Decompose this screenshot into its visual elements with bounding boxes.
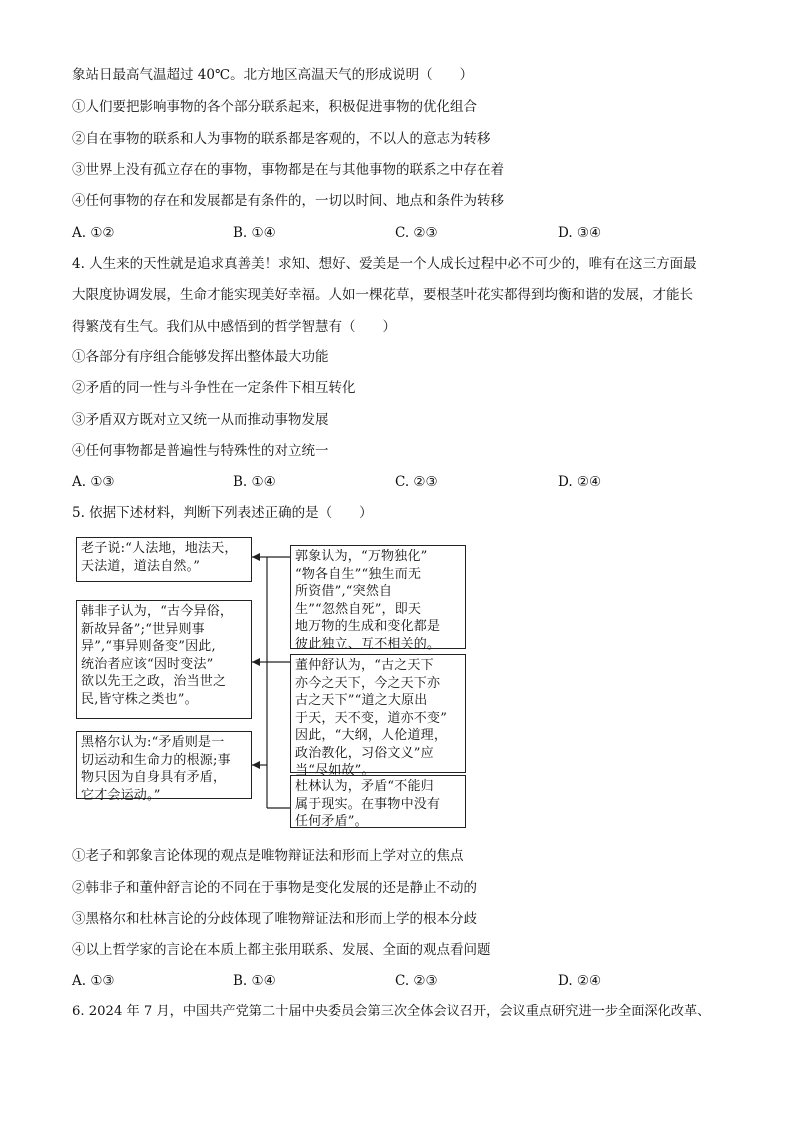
- q5-item-3: ③黑格尔和杜林言论的分歧体现了唯物辩证法和形而上学的根本分歧: [72, 911, 477, 927]
- dongzhongshu-quote-box: 董仲舒认为，“古之天下 亦今之天下，今之天下亦 古之天下”“道之大原出 于天，天不变，道亦不变” 因此，“大纲，人伦道理， 政治教化，习俗文义”应 当“尽如故”。: [290, 654, 466, 773]
- laozi-quote-box: 老子说:“人法地，地法天， 天法道，道法自然。”: [76, 537, 252, 582]
- q4-stem-line-2: 大限度协调发展，生命才能实现美好幸福。人如一棵花草，要根茎叶花实都得到均衡和谐的发展，才能长: [72, 287, 693, 303]
- q3-stem-tail: 象站日最高气温超过 40℃。北方地区高温天气的形成说明（ ）: [72, 67, 474, 83]
- q4-option-b: B. ①④: [233, 474, 276, 490]
- q5-option-a: A. ①③: [72, 973, 115, 989]
- q4-option-c: C. ②③: [395, 474, 438, 490]
- hanfeizi-quote-box: 韩非子认为，“古今异俗， 新故异备”;“世异则事 异”,“事异则备变”因此, 统治者应该“因时变法” 欲以先王之政，治当世之 民,皆守株之类也”。: [76, 600, 252, 719]
- q3-option-a: A. ①②: [72, 225, 115, 241]
- q5-option-d: D. ②④: [558, 973, 602, 989]
- q5-option-c: C. ②③: [395, 973, 438, 989]
- q3-option-c: C. ②③: [395, 225, 438, 241]
- hegel-quote-box: 黑格尔认为:“矛盾则是一 切运动和生命力的根源;事 物只因为自身具有矛盾， 它才会运动。”: [76, 731, 252, 799]
- dulin-quote-box: 杜林认为，矛盾“不能归 属于现实。在事物中没有 任何矛盾”。: [290, 775, 466, 828]
- q4-item-2: ②矛盾的同一性与斗争性在一定条件下相互转化: [72, 380, 356, 396]
- q5-item-4: ④以上哲学家的言论在本质上都主张用联系、发展、全面的观点看问题: [72, 942, 491, 958]
- arrow-hanfeizi: [252, 658, 260, 666]
- q4-option-a: A. ①③: [72, 474, 115, 490]
- q3-item-2: ②自在事物的联系和人为事物的联系都是客观的，不以人的意志为转移: [72, 131, 491, 147]
- q5-option-b: B. ①④: [233, 973, 276, 989]
- guoxiang-quote-box: 郭象认为，“万物独化” “物各自生”“独生而无 所资借”,“突然自 生”“忽然自死”，即天 地万物的生成和变化都是 彼此独立、互不相关的。: [290, 545, 466, 649]
- q4-stem-line-1: 4. 人生来的天性就是追求真善美！求知、想好、爱美是一个人成长过程中必不可少的，唯有在这三方面最: [72, 256, 697, 272]
- q5-options: [72, 972, 732, 990]
- q4-item-3: ③矛盾双方既对立又统一从而推动事物发展: [72, 412, 329, 428]
- q4-option-d: D. ②④: [558, 474, 602, 490]
- q5-item-2: ②韩非子和董仲舒言论的不同在于事物是变化发展的还是静止不动的: [72, 880, 477, 896]
- q4-item-4: ④任何事物都是普遍性与特殊性的对立统一: [72, 443, 329, 459]
- q4-stem-line-3: 得繁茂有生气。我们从中感悟到的哲学智慧有（ ）: [72, 319, 396, 335]
- q5-item-1: ①老子和郭象言论体现的观点是唯物辩证法和形而上学对立的焦点: [72, 848, 464, 864]
- q5-stem: 5. 依据下述材料，判断下列表述正确的是（ ）: [72, 505, 373, 521]
- arrow-laozi: [252, 553, 260, 561]
- q3-item-4: ④任何事物的存在和发展都是有条件的，一切以时间、地点和条件为转移: [72, 193, 504, 209]
- q6-stem: 6. 2024 年 7 月，中国共产党第二十届中央委员会第三次全体会议召开，会议重点研究进一步全面深化改革、: [72, 1004, 711, 1019]
- q3-item-1: ①人们要把影响事物的各个部分联系起来，积极促进事物的优化组合: [72, 99, 477, 115]
- q3-item-3: ③世界上没有孤立存在的事物，事物都是在与其他事物的联系之中存在着: [72, 162, 504, 178]
- q3-option-b: B. ①④: [233, 225, 276, 241]
- arrow-hegel: [252, 761, 260, 769]
- q4-item-1: ①各部分有序组合能够发挥出整体最大功能: [72, 349, 329, 365]
- q3-option-d: D. ③④: [558, 225, 602, 241]
